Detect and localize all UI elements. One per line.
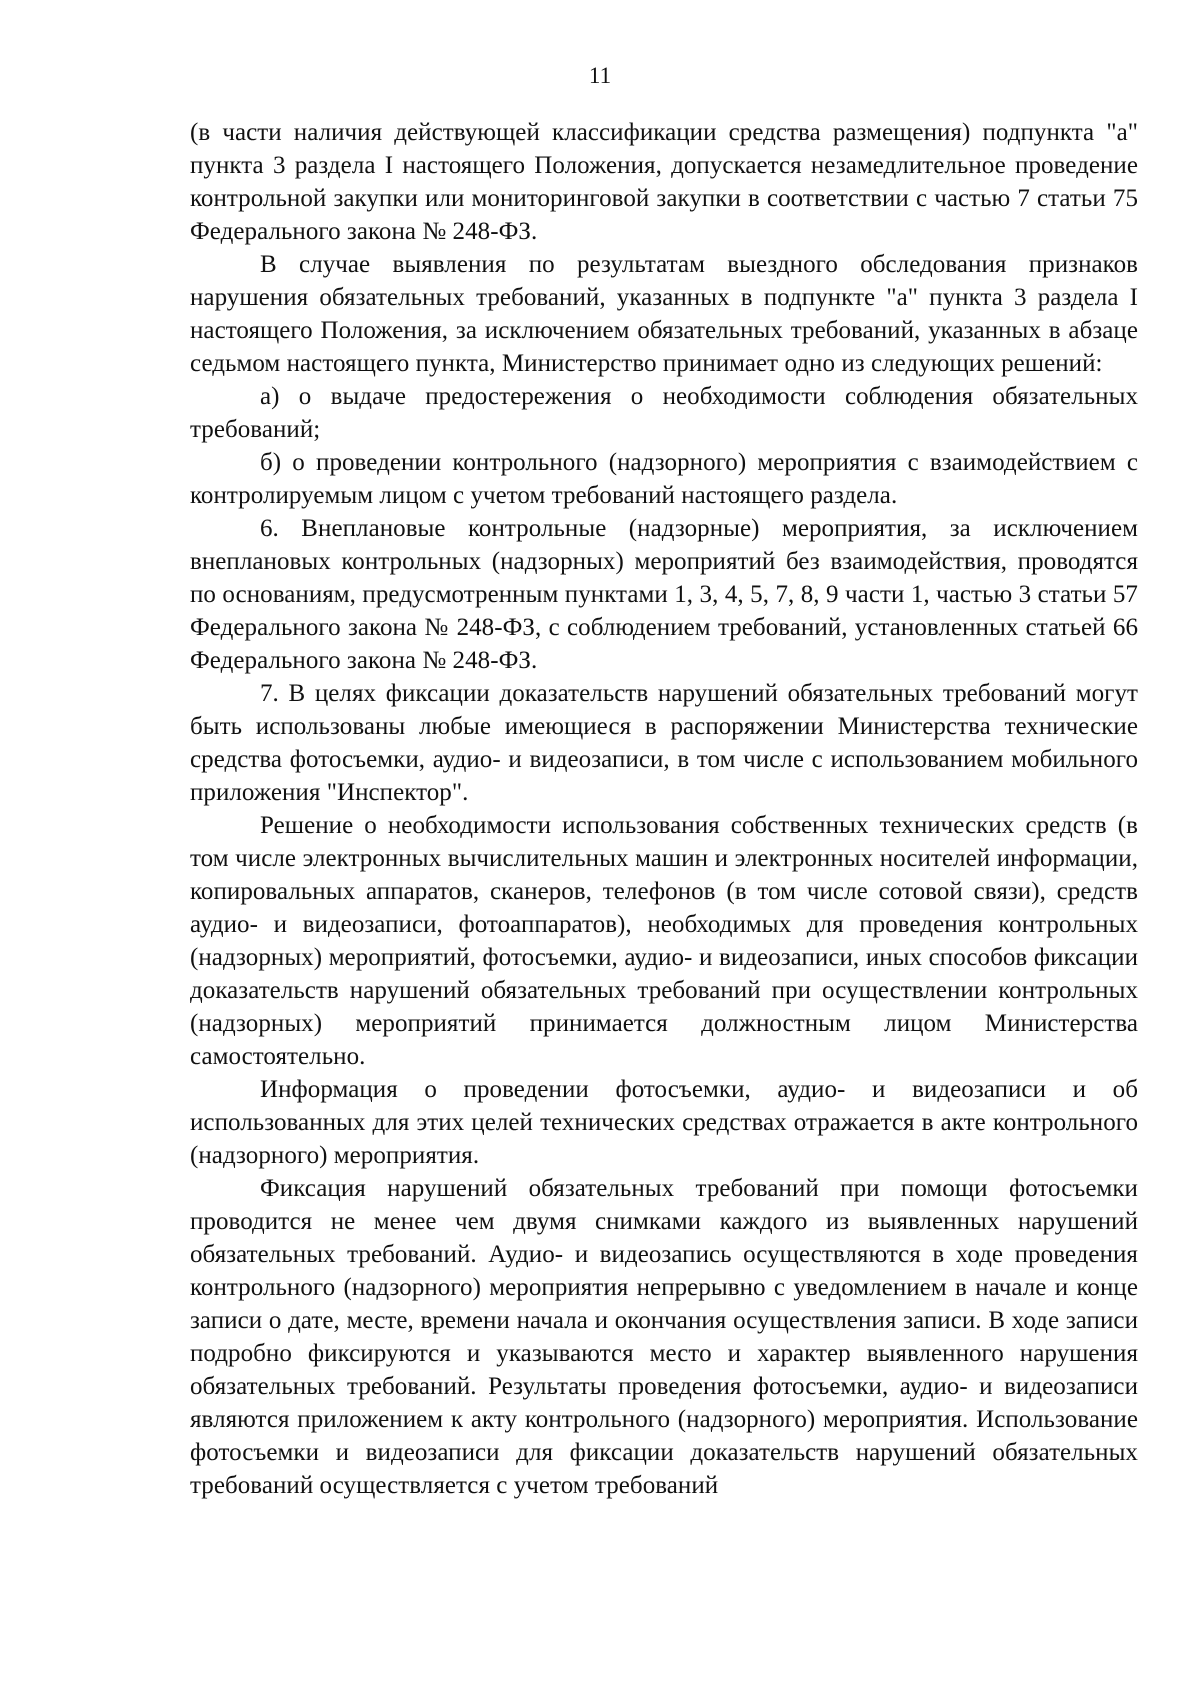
paragraph-technical-means-decision: Решение о необходимости использования собственных технических средств (в том числе электронных вычислительных машин и электронных носителей информации, копировальных аппаратов, сканеров, телефонов (в том числе сотовой связи), средств аудио- и видеозаписи, фотоаппаратов), необходимых для проведения контрольных (надзорных) мероприятий, фотосъемки, аудио- и видеозаписи, иных способов фиксации доказательств нарушений обязательных требований при осуществлении контрольных (надзорных) мероприятий принимается должностным лицом Министерства самостоятельно. — [190, 812, 1138, 1070]
paragraph-violation-decisions: В случае выявления по результатам выездного обследования признаков нарушения обязательных требований, указанных в подпункте "а" пункта 3 раздела I настоящего Положения, за исключением обязательных требований, указанных в абзаце седьмом настоящего пункта, Министерство принимает одно из следующих решений: — [190, 251, 1138, 377]
paragraph-item-a: а) о выдаче предостережения о необходимости соблюдения обязательных требований; — [190, 383, 1138, 443]
paragraph-continuation: (в части наличия действующей классификации средства размещения) подпункта "а" пункта 3 раздела I настоящего Положения, допускается незамедлительное проведение контрольной закупки или мониторинговой закупки в соответствии с частью 7 статьи 75 Федерального закона № 248-ФЗ. — [190, 119, 1138, 245]
paragraph-section-7: 7. В целях фиксации доказательств нарушений обязательных требований могут быть использованы любые имеющиеся в распоряжении Министерства технические средства фотосъемки, аудио- и видеозаписи, в том числе с использованием мобильного приложения "Инспектор". — [190, 680, 1138, 806]
document-body — [190, 116, 1138, 1502]
paragraph-photo-fixation: Фиксация нарушений обязательных требований при помощи фотосъемки проводится не менее чем двумя снимками каждого из выявленных нарушений обязательных требований. Аудио- и видеозапись осуществляются в ходе проведения контрольного (надзорного) мероприятия непрерывно с уведомлением в начале и конце записи о дате, месте, времени начала и окончания осуществления записи. В ходе записи подробно фиксируются и указываются место и характер выявленного нарушения обязательных требований. Результаты проведения фотосъемки, аудио- и видеозаписи являются приложением к акту контрольного (надзорного) мероприятия. Использование фотосъемки и видеозаписи для фиксации доказательств нарушений обязательных требований осуществляется с учетом требований — [190, 1175, 1138, 1499]
paragraph-recording-information: Информация о проведении фотосъемки, аудио- и видеозаписи и об использованных для этих целей технических средствах отражается в акте контрольного (надзорного) мероприятия. — [190, 1076, 1138, 1169]
page-number: 11 — [588, 63, 612, 88]
paragraph-item-b: б) о проведении контрольного (надзорного) мероприятия с взаимодействием с контролируемым лицом с учетом требований настоящего раздела. — [190, 449, 1138, 509]
paragraph-section-6: 6. Внеплановые контрольные (надзорные) мероприятия, за исключением внеплановых контрольных (надзорных) мероприятий без взаимодействия, проводятся по основаниям, предусмотренным пунктами 1, 3, 4, 5, 7, 8, 9 части 1, частью 3 статьи 57 Федерального закона № 248-ФЗ, с соблюдением требований, установленных статьей 66 Федерального закона № 248-ФЗ. — [190, 515, 1138, 674]
